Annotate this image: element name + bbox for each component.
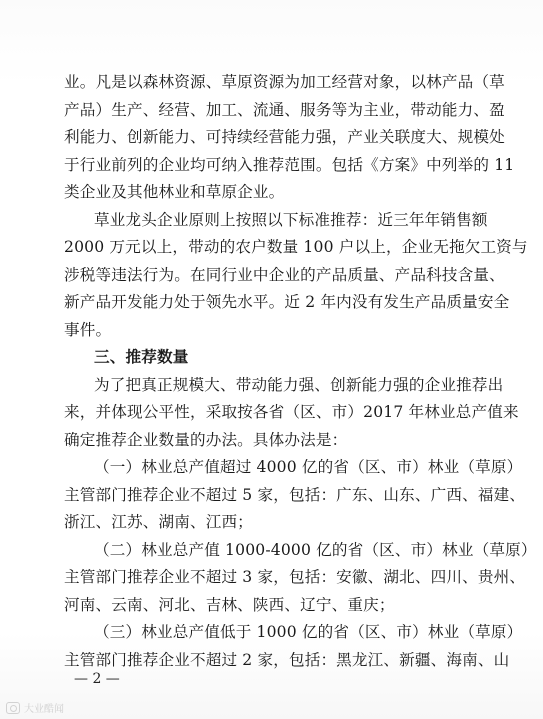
paragraph-line: 业。凡是以森林资源、草原资源为加工经营对象，以林产品（草 <box>64 73 505 91</box>
section-heading: 三、推荐数量 <box>94 348 189 366</box>
page-number: — 2 — <box>74 671 120 687</box>
camera-icon <box>6 702 20 714</box>
paragraph-line: （二）林业总产值 1000-4000 亿的省（区、市）林业（草原） <box>94 541 537 559</box>
paragraph-line: （三）林业总产值低于 1000 亿的省（区、市）林业（草原） <box>94 623 523 641</box>
paragraph-line: 主管部门推荐企业不超过 3 家，包括：安徽、湖北、四川、贵州、 <box>64 568 526 586</box>
paragraph-line: 2000 万元以上，带动的农户数量 100 户以上，企业无拖欠工资与 <box>64 238 528 256</box>
paragraph-line: 草业龙头企业原则上按照以下标准推荐：近三年年销售额 <box>94 211 488 229</box>
paragraph-line: 主管部门推荐企业不超过 5 家，包括：广东、山东、广西、福建、 <box>64 486 526 504</box>
paragraph-line: 产品）生产、经营、加工、流通、服务等为主业，带动能力、盈 <box>64 101 505 119</box>
watermark <box>6 700 64 715</box>
paragraph-line: 新产品开发能力处于领先水平。近 2 年内没有发生产品质量安全 <box>64 293 510 311</box>
paragraph-line: （一）林业总产值超过 4000 亿的省（区、市）林业（草原） <box>94 458 523 476</box>
paragraph-line: 于行业前列的企业均可纳入推荐范围。包括《方案》中列举的 11 <box>64 156 515 174</box>
paragraph-line: 涉税等违法行为。在同行业中企业的产品质量、产品科技含量、 <box>64 266 505 284</box>
paragraph-line: 河南、云南、河北、吉林、陕西、辽宁、重庆； <box>64 596 395 614</box>
paragraph-line: 主管部门推荐企业不超过 2 家，包括：黑龙江、新疆、海南、山 <box>64 651 510 669</box>
paragraph-line: 浙江、江苏、湖南、江西； <box>64 513 253 531</box>
paragraph-line: 事件。 <box>64 321 112 339</box>
paragraph-line: 确定推荐企业数量的办法。具体办法是： <box>64 431 348 449</box>
paragraph-line: 类企业及其他林业和草原企业。 <box>64 183 285 201</box>
paragraph-line: 来，并体现公平性，采取按各省（区、市）2017 年林业总产值来 <box>64 403 519 421</box>
paragraph-line: 为了把真正规模大、带动能力强、创新能力强的企业推荐出 <box>94 376 504 394</box>
watermark-text: 大业酷闻 <box>24 704 64 715</box>
paragraph-line: 利能力、创新能力、可持续经营能力强，产业关联度大、规模处 <box>64 128 505 146</box>
